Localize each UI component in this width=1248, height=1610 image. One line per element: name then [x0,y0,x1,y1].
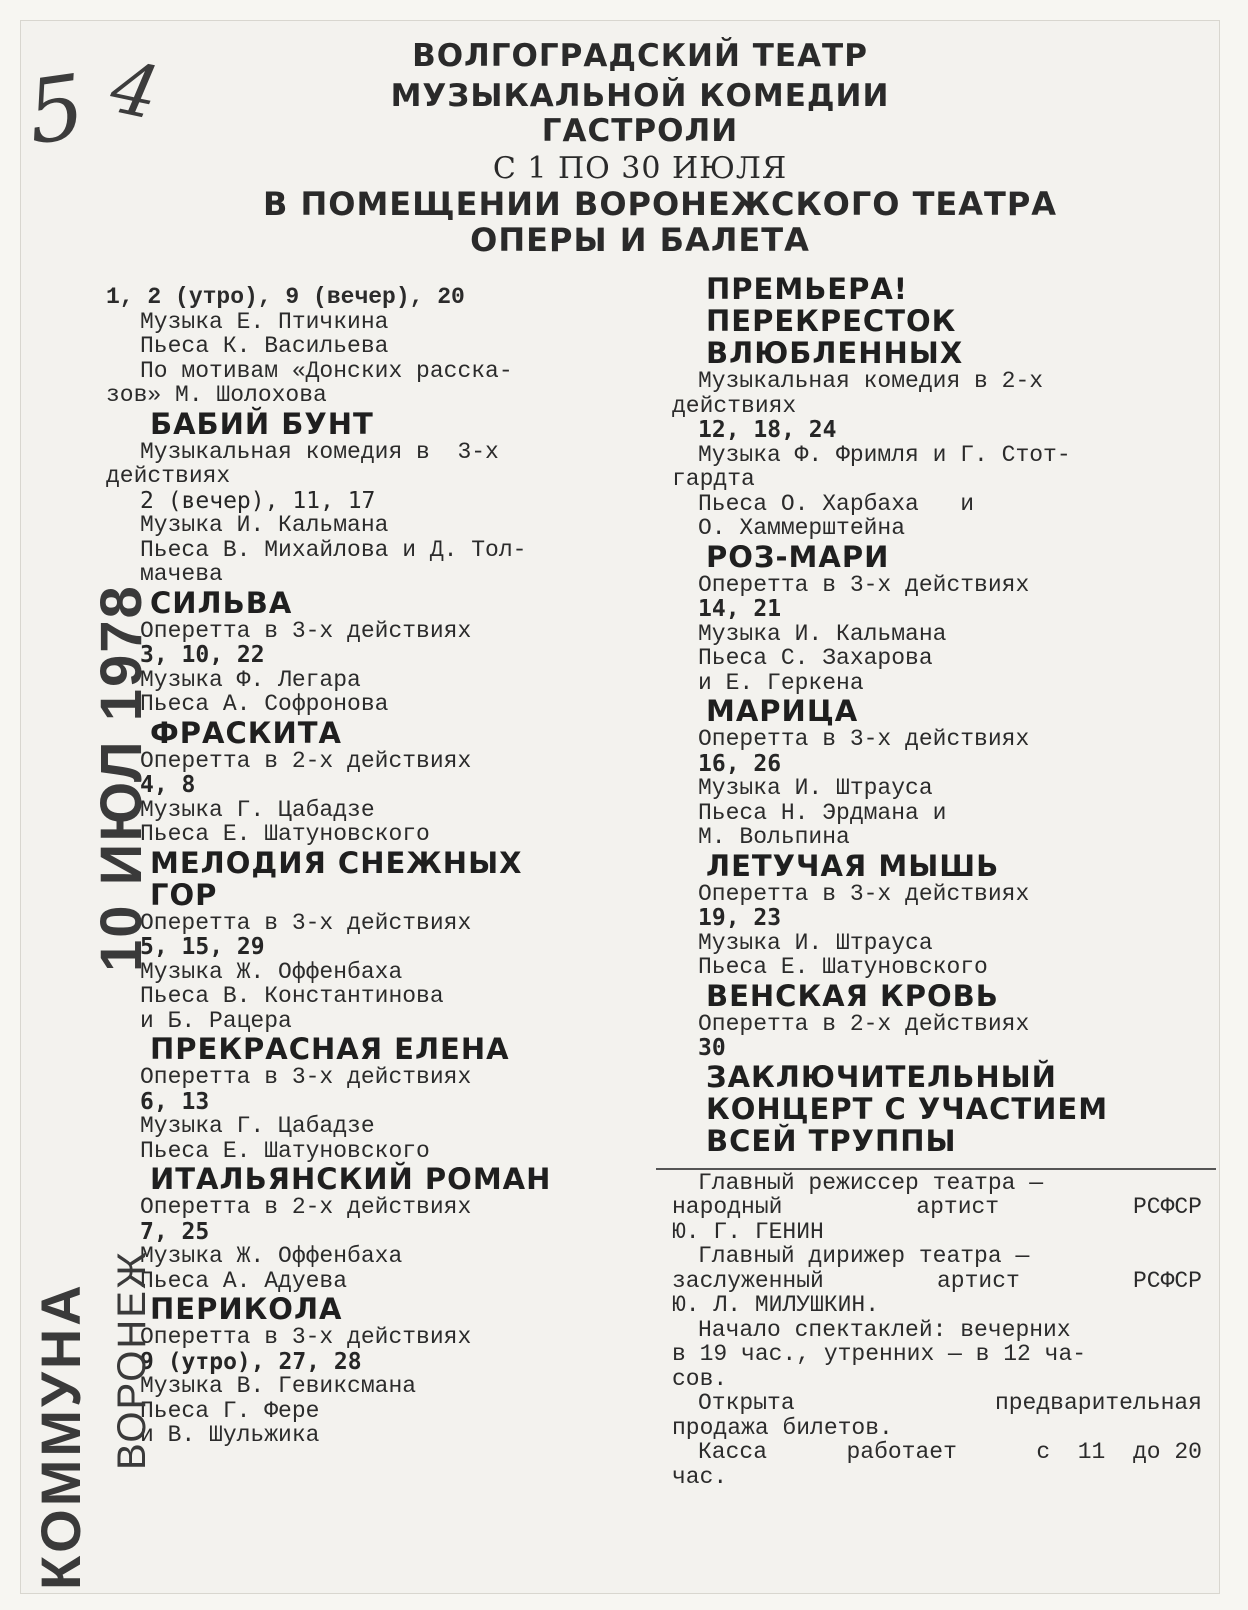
premiere-label: ПРЕМЬЕРА! [706,272,909,306]
play-credit: Пьеса К. Васильева [140,333,389,359]
schedule-dates: 5, 15, 29 [140,934,265,960]
music-credit: Музыка И. Кальмана [140,512,389,538]
show-title: ЛЕТУЧАЯ МЫШЬ [706,848,1000,883]
genre-line: Оперетта в 3-х действиях [140,1064,472,1090]
play-credit: О. Хаммерштейна [698,515,906,541]
presale-line: продажа билетов. [672,1414,893,1441]
handwritten-number-2: 4 [103,44,167,136]
show-title: ВЛЮБЛЕННЫХ [706,336,964,370]
start-time-line: сов. [672,1365,728,1392]
genre-line: Оперетта в 2-х действиях [698,1010,1030,1037]
presale-word: Открыта [698,1390,795,1416]
left-column [106,285,636,1448]
city-stamp: ВОРОНЕЖ [110,1250,154,1470]
schedule-dates: 6, 13 [140,1088,210,1115]
show-title: МЕЛОДИЯ СНЕЖНЫХ [150,845,523,880]
conductor-line [672,1269,1212,1294]
play-credit: и В. Шульжика [140,1422,320,1448]
show-title: ПЕРИКОЛА [150,1292,343,1326]
header-line-3: ГАСТРОЛИ [541,113,739,149]
music-credit: Музыка Г. Цабадзе [140,1113,375,1139]
final-concert-title: КОНЦЕРТ С УЧАСТИЕМ [706,1091,1109,1126]
date-stamp: 10 ИЮЛ 1978 [89,584,154,972]
show-title: МАРИЦА [706,694,859,728]
header-venue-2: ОПЕРЫ И БАЛЕТА [470,221,810,259]
start-time-line: Начало спектаклей: вечерних [698,1316,1071,1343]
director-line: Главный режиссер театра — [698,1169,1044,1196]
final-concert-title: ЗАКЛЮЧИТЕЛЬНЫЙ [706,1059,1057,1094]
play-credit: Пьеса В. Михайлова и Д. Тол- [140,536,527,563]
director-word: РСФСР [1132,1194,1202,1220]
header-dates: С 1 ПО 30 ИЮЛЯ [492,151,788,186]
handwritten-number: 5 [21,54,91,165]
director-word: артист [916,1194,1000,1220]
music-credit: Музыка И. Кальмана [698,620,947,647]
play-credit: Пьеса Г. Фере [140,1397,320,1424]
box-office-word: Касса [698,1439,768,1465]
play-credit: и Е. Геркена [698,669,864,696]
start-time-line: в 19 час., утренних — в 12 ча- [672,1341,1087,1367]
section-divider [656,1168,1216,1170]
box-office-line: час. [672,1463,728,1490]
music-credit: Музыка И. Штрауса [698,929,933,956]
box-office-word: работает [846,1439,957,1465]
music-credit: Музыка Ф. Фримля и Г. Стот- [698,441,1071,468]
show-title: ВЕНСКАЯ КРОВЬ [706,978,999,1013]
schedule-dates: 2 (вечер), 11, 17 [140,487,376,514]
box-office-line [672,1440,1212,1465]
schedule-dates: 30 [698,1035,726,1061]
genre-line: Оперетта в 2-х действиях [140,1194,472,1220]
play-credit: Пьеса Е. Шатуновского [698,954,988,980]
music-credit: Музыка Е. Птичкина [140,308,389,335]
play-credit: Пьеса А. Адуева [140,1267,348,1294]
play-credit: мачева [140,561,223,587]
genre-line: Оперетта в 3-х действиях [140,909,472,936]
genre-line: Оперетта в 2-х действиях [140,747,472,774]
schedule-dates: 4, 8 [140,772,196,798]
schedule-dates: 12, 18, 24 [698,417,837,443]
director-word: народный [672,1194,783,1220]
presale-word: предварительная [994,1390,1202,1416]
genre-line: действиях [106,463,231,489]
show-title: ГОР [150,877,218,912]
play-credit: Пьеса В. Константинова [140,983,444,1009]
conductor-word: заслуженный [672,1267,824,1294]
music-credit: Музыка Ф. Легара [140,666,361,693]
schedule-dates: 7, 25 [140,1218,210,1245]
show-title: ФРАСКИТА [150,715,342,750]
director-line [672,1195,1212,1220]
header-line-2: МУЗЫКАЛЬНОЙ КОМЕДИИ [390,78,890,114]
schedule-dates: 14, 21 [698,596,782,622]
genre-line: Оперетта в 3-х действиях [698,880,1030,907]
play-credit: Пьеса Н. Эрдмана и [698,799,947,826]
header-venue-1: В ПОМЕЩЕНИИ ВОРОНЕЖСКОГО ТЕАТРА [262,185,1058,223]
play-credit: Пьеса С. Захарова [698,645,933,671]
play-credit: Пьеса Е. Шатуновского [140,821,430,847]
music-credit: Музыка В. Гевиксмана [140,1373,417,1399]
show-title: ИТАЛЬЯНСКИЙ РОМАН [150,1162,552,1196]
genre-line: Оперетта в 3-х действиях [140,617,472,644]
play-credit: М. Вольпина [698,824,850,850]
genre-line: Музыкальная комедия в 2-х [698,368,1044,394]
play-credit: Пьеса Е. Шатуновского [140,1137,430,1164]
conductor-line: Главный дирижер театра — [698,1243,1030,1269]
music-credit: Музыка И. Штрауса [698,775,933,801]
conductor-word: РСФСР [1132,1267,1202,1294]
genre-line: действиях [672,392,797,419]
note-line: зов» М. Шолохова [106,382,327,408]
newspaper-name-stamp: КОММУНА [29,1282,92,1590]
music-credit: Музыка Ж. Оффенбаха [140,1243,403,1269]
note-line: По мотивам «Донских расска- [140,357,513,384]
conductor-name: Ю. Л. МИЛУШКИН. [672,1292,880,1318]
show-title: ПЕРЕКРЕСТОК [706,304,957,338]
final-concert-title: ВСЕЙ ТРУППЫ [706,1123,957,1158]
show-title: ПРЕКРАСНАЯ ЕЛЕНА [150,1032,510,1066]
play-credit: и Б. Рацера [140,1007,292,1034]
box-office-word: с 11 до 20 [1036,1439,1202,1465]
music-credit: гардта [672,466,755,492]
director-name: Ю. Г. ГЕНИН [672,1218,824,1245]
schedule-dates: 19, 23 [698,905,782,931]
genre-line: Музыкальная комедия в 3-х [140,438,499,465]
play-credit: Пьеса О. Харбаха и [698,490,975,517]
conductor-word: артист [936,1267,1020,1294]
music-credit: Музыка Г. Цабадзе [140,796,375,823]
schedule-dates: 16, 26 [698,750,782,777]
play-credit: Пьеса А. Софронова [140,691,389,717]
genre-line: Оперетта в 3-х действиях [140,1324,472,1350]
header-line-1: ВОЛГОГРАДСКИЙ ТЕАТР [412,38,868,74]
right-column [672,273,1212,1489]
schedule-dates: 3, 10, 22 [140,642,265,668]
genre-line: Оперетта в 3-х действиях [698,726,1030,752]
show-title: БАБИЙ БУНТ [150,406,374,441]
presale-line [672,1391,1212,1416]
music-credit: Музыка Ж. Оффенбаха [140,958,403,985]
show-title: СИЛЬВА [150,585,293,620]
schedule-dates: 1, 2 (утро), 9 (вечер), 20 [106,284,465,310]
schedule-dates: 9 (утро), 27, 28 [140,1348,362,1375]
genre-line: Оперетта в 3-х действиях [698,571,1030,598]
show-title: РОЗ-МАРИ [706,539,890,574]
